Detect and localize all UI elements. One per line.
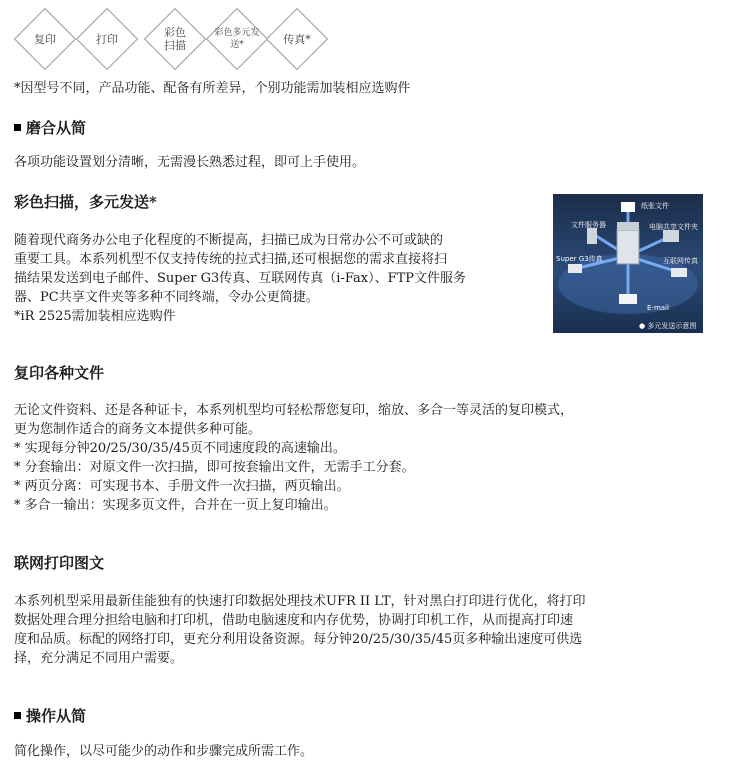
print-line: 本系列机型采用最新佳能独有的快速打印数据处理技术UFR II LT，针对黑白打印进行优化，将打印 [14,594,586,609]
copy-line: 更为您制作适合的商务文本提供多种可能。 [14,422,262,437]
scan-line: 器、PC共享文件夹等多种不同终端，令办公更简捷。 [14,290,319,305]
section-title-color-scan: 彩色扫描，多元发送* [14,193,157,211]
nav-diamond-label: 彩色多元发送* [214,28,260,50]
nav-diamond-label: 传真* [283,32,311,46]
nav-diamond-copy[interactable] [14,8,76,70]
section-title-copy: 复印各种文件 [14,364,105,382]
nav-diamond-label: 打印 [96,32,118,46]
square-bullet-icon [14,712,21,719]
section-title-ease [14,118,86,138]
copier-machine-icon [617,230,639,264]
label-paper-doc: 纸张文件 [641,202,669,210]
paper-document-icon [621,202,635,212]
caption-text: 多元发送示意图 [647,322,697,330]
label-email: E-mail [647,304,669,312]
scan-line: 描结果发送到电子邮件、Super G3传真、互联网传真（i-Fax）、FTP文件服务 [14,271,467,286]
nav-diamond-label: 复印 [34,32,56,46]
copy-line: 无论文件资料、还是各种证卡，本系列机型均可轻松帮您复印，缩放、多合一等灵活的复印模式， [14,403,574,418]
square-bullet-icon [14,124,21,131]
feature-nav [14,8,344,70]
scan-note: *iR 2525需加装相应选购件 [14,309,176,324]
copy-bullet: * 分套输出：对原文件一次扫描，即可按套输出文件，无需手工分套。 [14,460,415,475]
nav-diamond-print[interactable] [76,8,138,70]
print-line: 度和品质。标配的网络打印，更充分利用设备资源。每分钟20/25/30/35/45页多种输出速度可供选 [14,632,583,647]
print-line: 数据处理合理分担给电脑和打印机，借助电脑速度和内存优势，协调打印机工作，从而提高打印速 [14,613,574,628]
nav-diamond-fax[interactable] [266,8,328,70]
multi-send-illustration [553,194,703,333]
label-ifax: 互联网传真 [663,257,698,265]
label-file-server: 文件服务器 [571,221,606,229]
server-icon [587,228,597,244]
email-envelope-icon [619,294,637,304]
section-title-text: 操作从简 [26,707,87,725]
nav-diamond-color-send[interactable] [206,8,268,70]
section-title-print: 联网打印图文 [14,554,105,572]
section-body-ease: 各项功能设置划分清晰，无需漫长熟悉过程，即可上手使用。 [14,155,366,170]
nav-diamond-label: 彩色扫描 [164,26,186,52]
copy-bullet: * 多合一输出：实现多页文件，合并在一页上复印输出。 [14,498,337,513]
model-disclaimer: *因型号不同，产品功能、配备有所差异，个别功能需加装相应选购件 [14,81,411,96]
scan-line: 重要工具。本系列机型不仅支持传统的拉式扫描,还可根据您的需求直接将扫 [14,252,448,267]
copy-bullet: * 两页分离：可实现书本、手册文件一次扫描，两页输出。 [14,479,350,494]
scan-line: 随着现代商务办公电子化程度的不断提高，扫描已成为日常办公不可或缺的 [14,233,444,248]
fax-machine-icon [568,264,582,273]
section-title-operation [14,706,86,726]
ifax-icon [671,268,687,277]
section-body-operation: 简化操作，以尽可能少的动作和步骤完成所需工作。 [14,744,314,759]
illustration-caption: ● 多元发送示意图 [639,322,697,330]
section-title-text: 磨合从简 [26,119,87,137]
label-pc-share: 电脑共享文件夹 [649,223,698,231]
label-superg3: Super G3传真 [556,255,603,263]
nav-diamond-color-scan[interactable] [144,8,206,70]
copy-bullet: * 实现每分钟20/25/30/35/45页不同速度段的高速输出。 [14,441,346,456]
print-line: 择，充分满足不同用户需要。 [14,651,184,666]
